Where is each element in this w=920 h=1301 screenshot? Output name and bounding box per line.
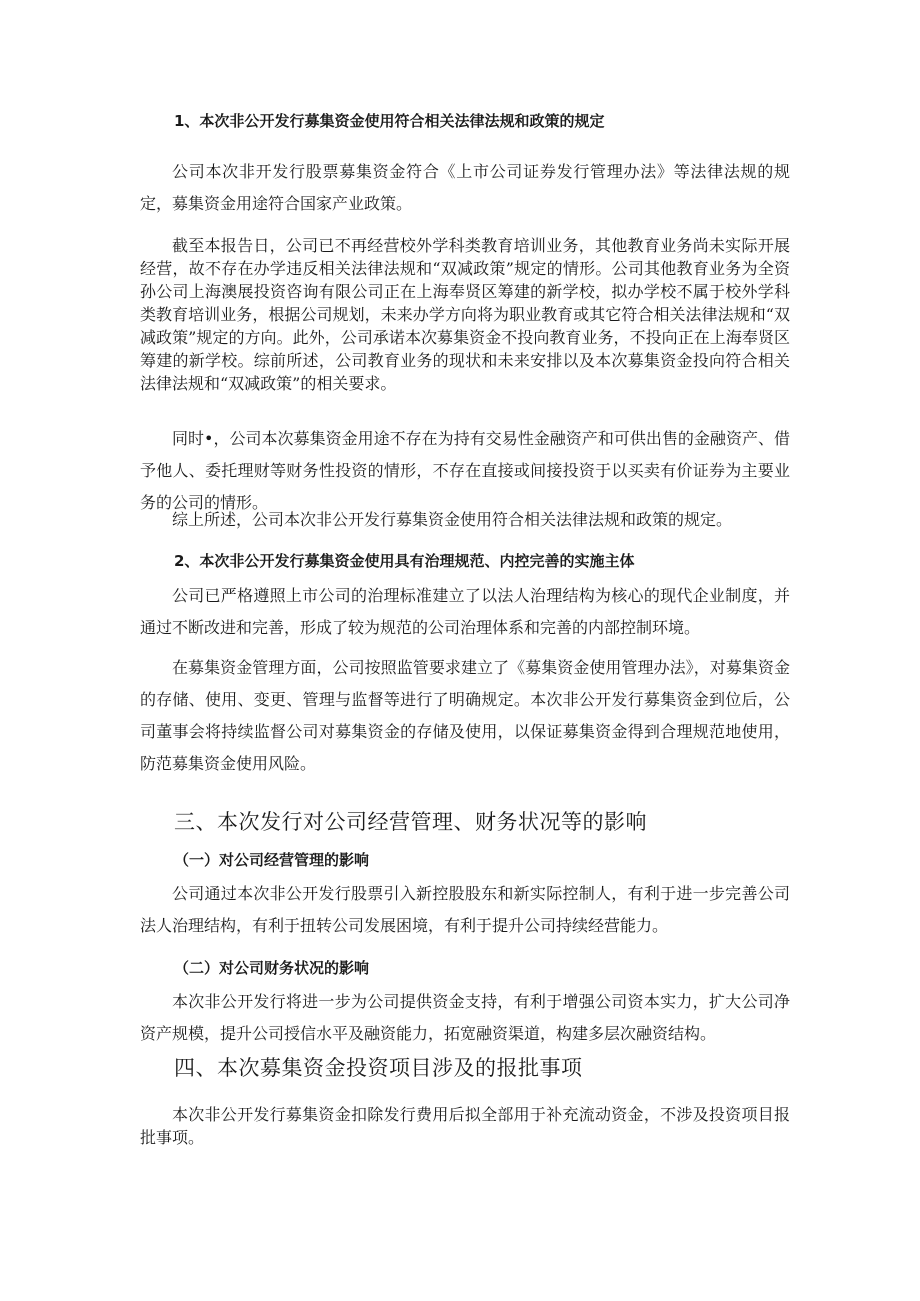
heading-3: 三、本次发行对公司经营管理、财务状况等的影响 <box>174 810 647 834</box>
paragraph-5: 公司已严格遵照上市公司的治理标准建立了以法人治理结构为核心的现代企业制度，并通过不断改进和完善，形成了较为规范的公司治理体系和完善的内部控制环境。 <box>140 586 790 637</box>
paragraph-3: 同时•，公司本次募集资金用途不存在为持有交易性金融资产和可供出售的金融资产、借予他人、委托理财等财务性投资的情形，不存在直接或间接投资于以买卖有价证券为主要业务的公司的情形。 <box>140 429 790 512</box>
heading-1: 1、本次非公开发行募集资金使用符合相关法律法规和政策的规定 <box>174 112 605 130</box>
paragraph-2: 截至本报告日，公司已不再经营校外学科类教育培训业务，其他教育业务尚未实际开展经营，故不存在办学违反相关法律法规和“双减政策”规定的情形。公司其他教育业务为全资孙公司上海澳展投资咨询有限公司正在上海奉贤区筹建的新学校，拟办学校不属于校外学科类教育培训业务，根据公司规划，未来办学方向将为职业教育或其它符合相关法律法规和“双减政策”规定的方向。此外，公司承诺本次募集资金不投向教育业务，不投向正在上海奉贤区筹建的新学校。综前所述，公司教育业务的现状和未来安排以及本次募集资金投向符合相关法律法规和“双减政策”的相关要求。 <box>140 236 790 393</box>
paragraph-9: 本次非公开发行募集资金扣除发行费用后拟全部用于补充流动资金，不涉及投资项目报批事项。 <box>140 1105 790 1147</box>
heading-3-sub-2: （二）对公司财务状况的影响 <box>174 959 370 977</box>
paragraph-4: 综上所述，公司本次非公开发行募集资金使用符合相关法律法规和政策的规定。 <box>172 510 733 529</box>
paragraph-1: 公司本次非开发行股票募集资金符合《上市公司证券发行管理办法》等法律法规的规定，募集资金用途符合国家产业政策。 <box>140 162 790 213</box>
paragraph-6: 在募集资金管理方面，公司按照监管要求建立了《募集资金使用管理办法》，对募集资金的存储、使用、变更、管理与监督等进行了明确规定。本次非公开发行募集资金到位后，公司董事会将持续监督公司对募集资金的存储及使用，以保证募集资金得到合理规范地使用，防范募集资金使用风险。 <box>140 658 790 773</box>
heading-3-sub-1: （一）对公司经营管理的影响 <box>174 851 370 869</box>
paragraph-7: 公司通过本次非公开发行股票引入新控股股东和新实际控制人，有利于进一步完善公司法人治理结构，有利于扭转公司发展困境，有利于提升公司持续经营能力。 <box>140 884 790 935</box>
heading-2: 2、本次非公开发行募集资金使用具有治理规范、内控完善的实施主体 <box>174 552 635 570</box>
paragraph-8: 本次非公开发行将进一步为公司提供资金支持，有利于增强公司资本实力，扩大公司净资产规模，提升公司授信水平及融资能力，拓宽融资渠道，构建多层次融资结构。 <box>140 992 790 1043</box>
heading-4: 四、本次募集资金投资项目涉及的报批事项 <box>174 1056 583 1080</box>
